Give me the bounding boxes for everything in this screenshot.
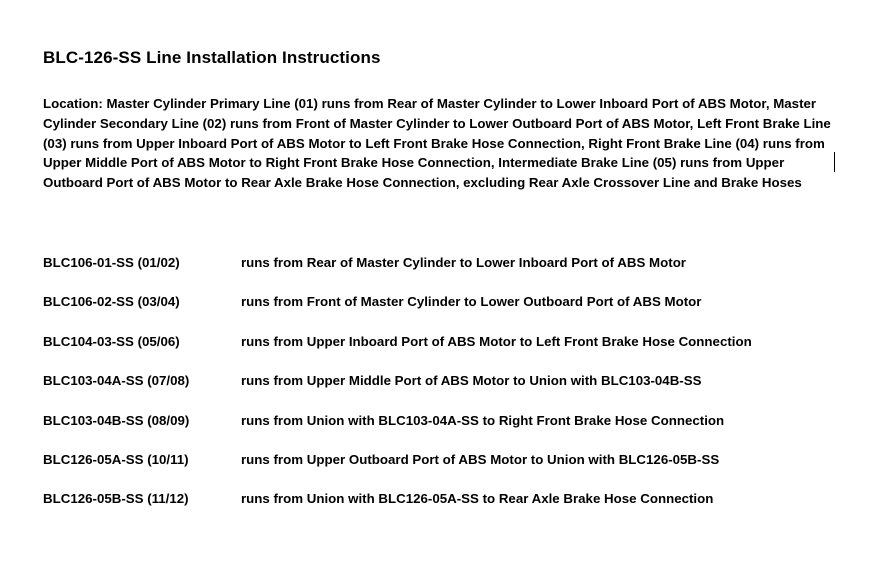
line-description: runs from Front of Master Cylinder to Lower Outboard Port of ABS Motor bbox=[241, 294, 702, 310]
line-row bbox=[43, 450, 843, 489]
line-description: runs from Union with BLC126-05A-SS to Rear Axle Brake Hose Connection bbox=[241, 491, 714, 507]
line-description: runs from Upper Inboard Port of ABS Motor to Left Front Brake Hose Connection bbox=[241, 333, 752, 349]
line-description: runs from Union with BLC103-04A-SS to Right Front Brake Hose Connection bbox=[241, 412, 725, 428]
line-row bbox=[43, 371, 843, 410]
brake-line-list bbox=[43, 253, 843, 529]
line-row bbox=[43, 332, 843, 371]
line-part-number: BLC104-03-SS (05/06) bbox=[43, 333, 180, 349]
line-part-number: BLC126-05B-SS (11/12) bbox=[43, 491, 189, 507]
line-row bbox=[43, 411, 843, 450]
page-title: BLC-126-SS Line Installation Instructions bbox=[43, 48, 381, 67]
line-row bbox=[43, 253, 843, 292]
line-part-number: BLC106-01-SS (01/02) bbox=[43, 255, 180, 270]
line-part-number: BLC126-05A-SS (10/11) bbox=[43, 451, 189, 467]
line-row bbox=[43, 292, 843, 331]
line-part-number: BLC106-02-SS (03/04) bbox=[43, 294, 180, 310]
line-description: runs from Rear of Master Cylinder to Lower Inboard Port of ABS Motor bbox=[241, 255, 686, 270]
line-row bbox=[43, 489, 843, 528]
line-part-number: BLC103-04A-SS (07/08) bbox=[43, 373, 190, 389]
line-description: runs from Upper Outboard Port of ABS Motor to Union with BLC126-05B-SS bbox=[241, 451, 720, 467]
text-cursor bbox=[834, 152, 835, 172]
location-paragraph[interactable]: Location: Master Cylinder Primary Line (01) runs from Rear of Master Cylinder to Lower Inboard Port of ABS Motor, Master Cylinder Secondary Line (02) runs from Front of Master Cylinder to Lower Outboard Port of ABS Motor, Left Front Brake Line (03) runs from Upper Inboard Port of ABS Motor to Left Front Brake Hose Connection, Right Front Brake Line (04) runs from Upper Middle Port of ABS Motor to Right Front Brake Hose Connection, Intermediate Brake Line (05) runs from Upper Outboard Port of ABS Motor to Rear Axle Brake Hose Connection, excluding Rear Axle Crossover Line and Brake Hoses bbox=[43, 96, 831, 191]
line-part-number: BLC103-04B-SS (08/09) bbox=[43, 412, 190, 428]
line-description: runs from Upper Middle Port of ABS Motor to Union with BLC103-04B-SS bbox=[241, 373, 702, 389]
